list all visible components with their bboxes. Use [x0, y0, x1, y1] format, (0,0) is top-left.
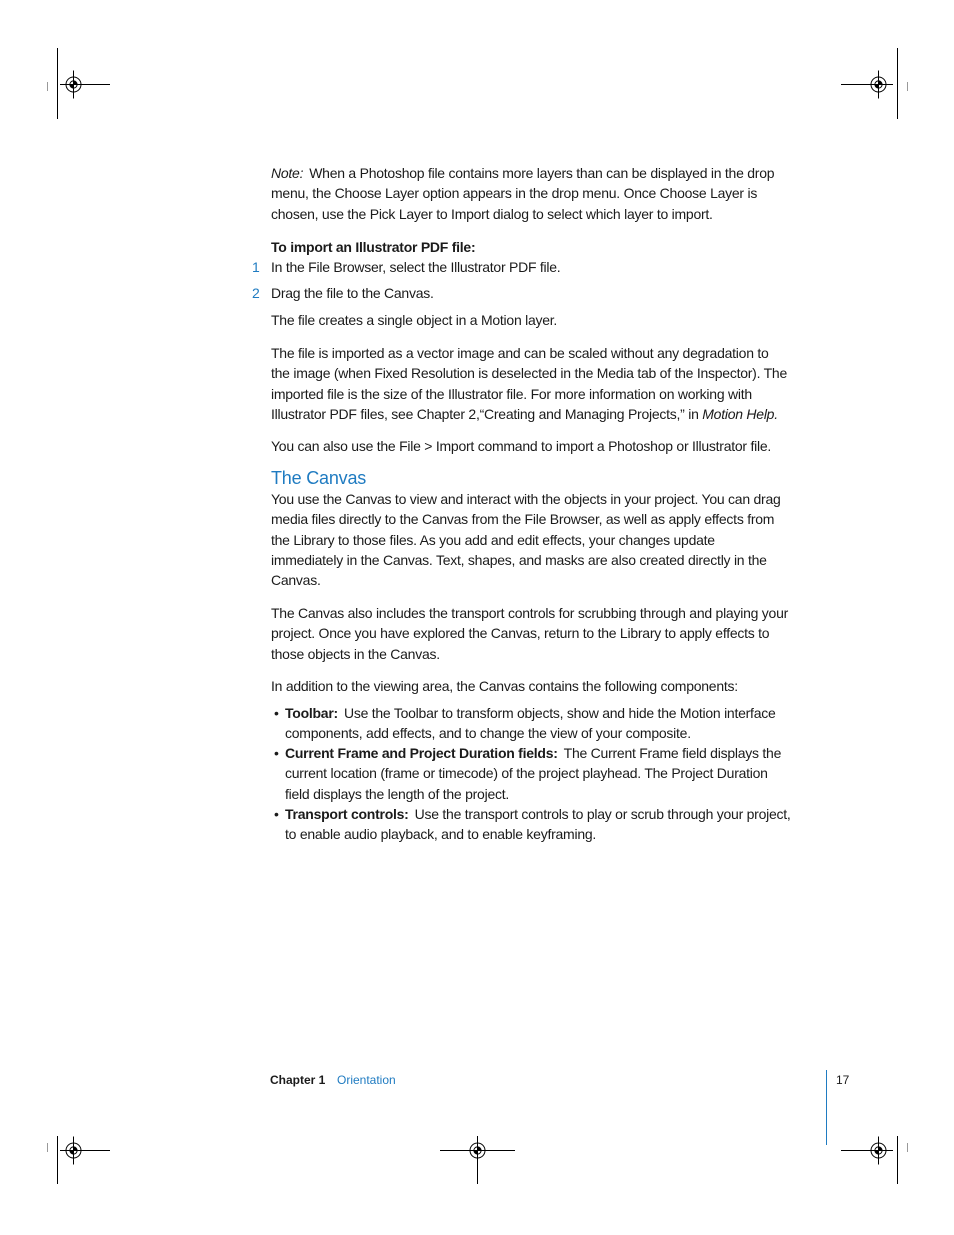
procedure-result-text: The file creates a single object in a Motion layer. — [271, 312, 558, 328]
component-term: Transport controls: — [285, 806, 409, 822]
bullet-glyph: • — [274, 745, 279, 761]
list-item-line: current location (frame or timecode) of the project playhead. The Project Duration — [285, 765, 768, 782]
paragraph-line: The file is imported as a vector image and can be scaled without any degradation to — [271, 345, 769, 361]
procedure-step-line — [252, 257, 561, 277]
paragraph-line: Canvas. — [271, 572, 321, 589]
paragraph-line: immediately in the Canvas. Text, shapes, and masks are also created directly in the — [271, 551, 767, 568]
paragraph-line: media files directly to the Canvas from the File Browser, as well as apply effects from — [271, 511, 775, 528]
bullet-glyph: • — [274, 705, 279, 721]
paragraph-line — [271, 404, 787, 424]
procedure-step — [252, 257, 561, 277]
list-item-line — [274, 804, 791, 824]
procedure-step — [252, 283, 434, 303]
note-text: When a Photoshop file contains more layers than can be displayed in the drop — [309, 165, 775, 181]
paragraph-line: the image (when Fixed Resolution is deselected in the Media tab of the Inspector). The — [271, 365, 787, 382]
step-text: In the File Browser, select the Illustrator PDF file. — [271, 259, 561, 275]
canvas-intro-paragraph — [271, 489, 781, 590]
component-list-item — [274, 703, 776, 744]
page-number: 17 — [836, 1073, 850, 1087]
component-list-item — [274, 743, 782, 804]
footer-chapter-title: Orientation — [337, 1073, 396, 1087]
component-list-item — [274, 804, 791, 845]
procedure-title-text: To import an Illustrator PDF file: — [271, 239, 476, 255]
step-number: 2 — [252, 285, 260, 301]
step-number: 1 — [252, 259, 260, 275]
paragraph-line: imported file is the size of the Illustrator file. For more information on working with — [271, 385, 752, 402]
list-item-line: components, add effects, and to change the view of your composite. — [285, 725, 691, 742]
note-line — [271, 163, 774, 183]
paragraph-line: the Library to those files. As you add and edit effects, your changes update — [271, 531, 715, 548]
step-text: Drag the file to the Canvas. — [271, 285, 434, 301]
paragraph-line: The Canvas also includes the transport controls for scrubbing through and playing your — [271, 605, 789, 621]
note-label: Note: — [271, 165, 304, 181]
paragraph-line: those objects in the Canvas. — [271, 645, 440, 662]
component-term: Toolbar: — [285, 705, 338, 721]
list-item-line — [274, 703, 776, 723]
book-title: Motion Help. — [702, 405, 778, 422]
paragraph-line: project. Once you have explored the Canvas, return to the Library to apply effects to — [271, 625, 770, 642]
paragraph-text: Illustrator PDF files, see Chapter 2,“Creating and Managing Projects,” in — [271, 405, 699, 422]
canvas-transport-paragraph — [271, 603, 788, 664]
section-heading: The Canvas — [271, 468, 367, 488]
components-intro-text: In addition to the viewing area, the Canvas contains the following components: — [271, 678, 738, 694]
procedure-title — [271, 237, 475, 257]
list-item-line: field displays the length of the project. — [285, 785, 510, 802]
list-item-line: to enable audio playback, and to enable keyframing. — [285, 826, 597, 843]
footer-divider — [826, 1070, 827, 1145]
component-text: The Current Frame field displays the — [563, 745, 782, 761]
component-term: Current Frame and Project Duration fields: — [285, 745, 558, 761]
components-intro — [271, 676, 738, 696]
paragraph-line: You use the Canvas to view and interact with the objects in your project. You can drag — [271, 491, 781, 507]
import-command-tip — [271, 436, 771, 456]
import-details-paragraph — [271, 343, 787, 424]
bullet-glyph: • — [274, 806, 279, 822]
procedure-step-line — [252, 283, 434, 303]
component-text: Use the transport controls to play or scrub through your project, — [414, 806, 791, 822]
list-item-line — [274, 743, 782, 763]
component-text: Use the Toolbar to transform objects, show and hide the Motion interface — [343, 705, 776, 721]
procedure-result — [271, 310, 557, 330]
import-command-tip-text: You can also use the File > Import command to import a Photoshop or Illustrator file. — [271, 438, 771, 454]
note-line: menu, the Choose Layer option appears in the drop menu. Once Choose Layer is — [271, 185, 758, 202]
footer-chapter-label: Chapter 1 — [270, 1073, 326, 1087]
note-paragraph — [271, 163, 774, 224]
note-line: chosen, use the Pick Layer to Import dialog to select which layer to import. — [271, 205, 713, 222]
